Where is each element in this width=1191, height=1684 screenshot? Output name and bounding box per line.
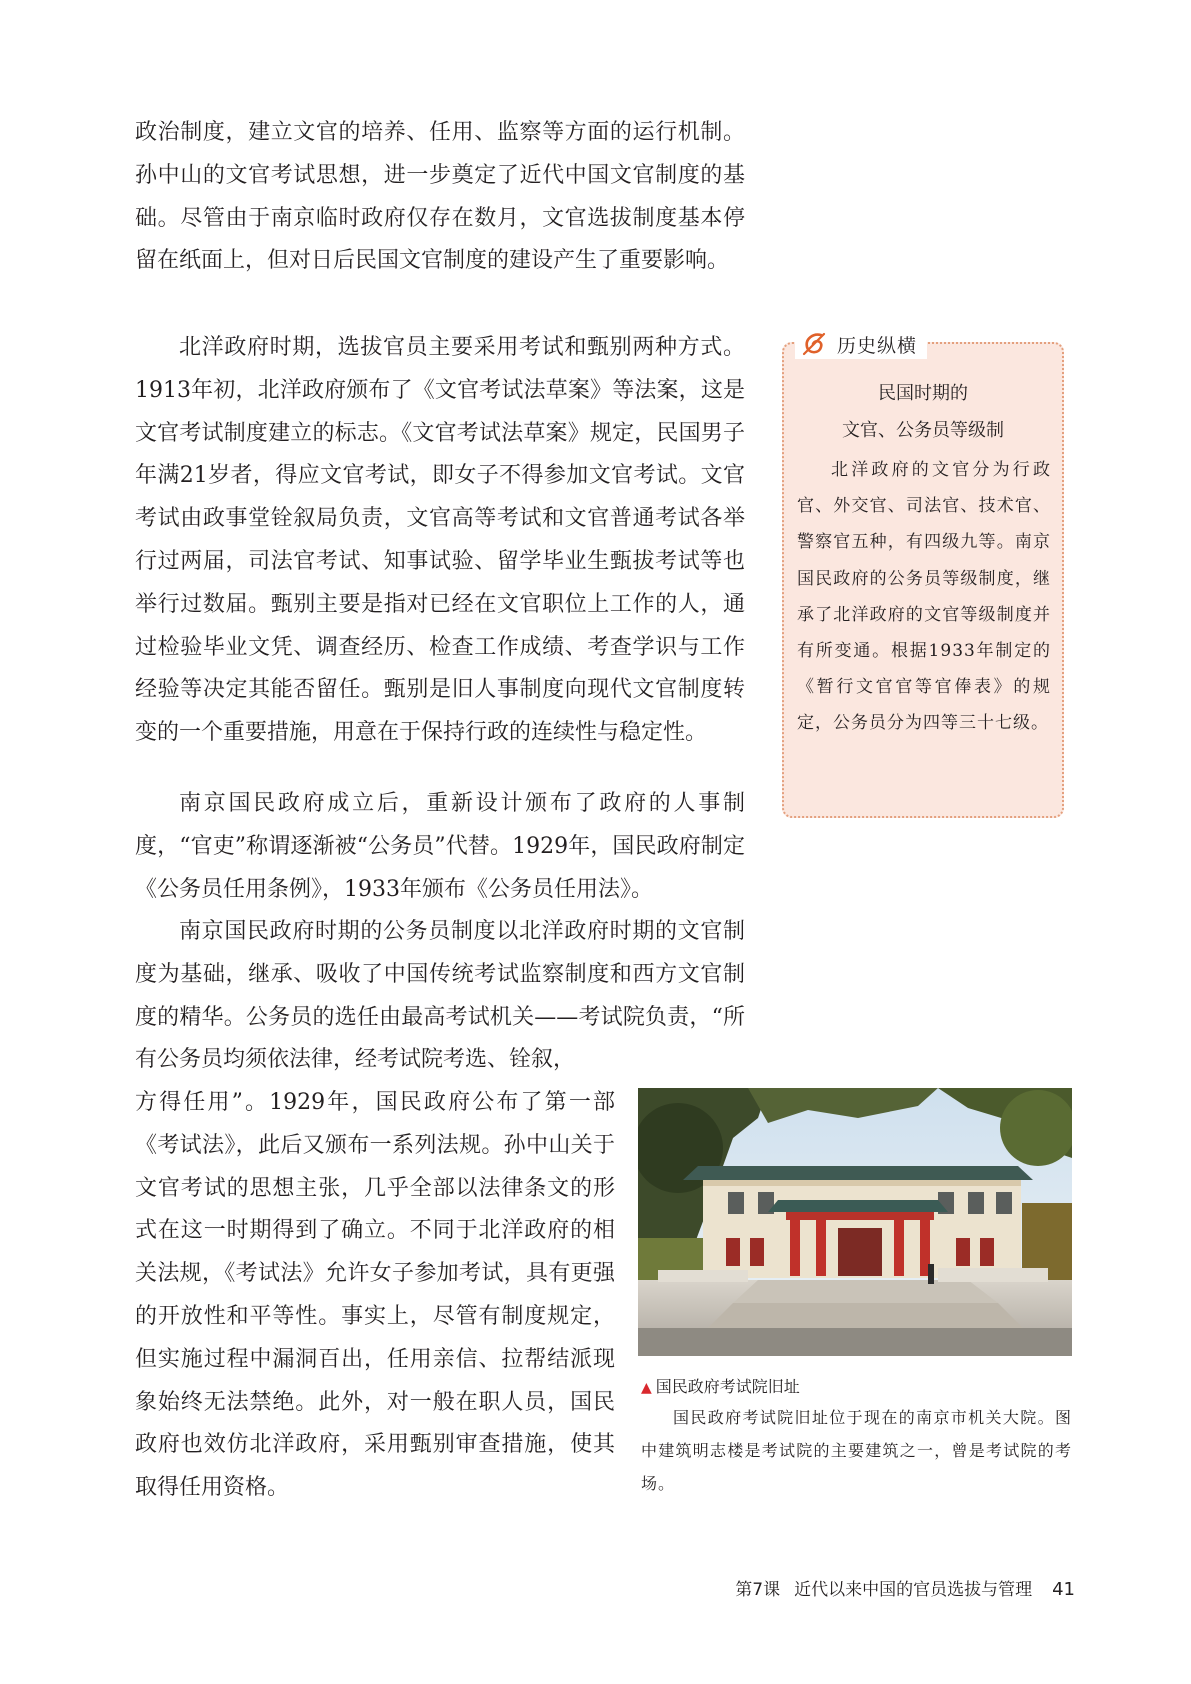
sidebar-subtitle-second-line: 文官、公务员等级制 [842, 420, 1004, 441]
body-paragraph-4: 南京国民政府时期的公务员制度以北洋政府时期的文官制度为基础，继承、吸收了中国传统考试监察制度和西方文官制度的精华。公务员的选任由最高考试机关——考试院负责，“所有公务员均须依法律，经考试院考选、铨叙， [135, 919, 745, 1073]
figure-caption-title [641, 1374, 800, 1397]
page-number: 41 [1052, 1579, 1075, 1600]
body-paragraph-2: 北洋政府时期，选拔官员主要采用考试和甄别两种方式。1913年初，北洋政府颁布了《文官考试法草案》等法案，这是文官考试制度建立的标志。《文官考试法草案》规定，民国男子年满21岁者，得应文官考试，即女子不得参加文官考试。文官考试由政事堂铨叙局负责，文官高等考试和文官普通考试各举行过两届，司法官考试、知事试验、留学毕业生甄拔考试等也举行过数届。甄别主要是指对已经在文官职位上工作的人，通过检验毕业文凭、调查经历、检查工作成绩、考查学识与工作经验等决定其能否留任。甄别是旧人事制度向现代文官制度转变的一个重要措施，用意在于保持行政的连续性与稳定性。 [135, 335, 745, 746]
sidebar-body-text: 北洋政府的文官分为行政官、外交官、司法官、技术官、警察官五种，有四级九等。南京国民政府的公务员等级制度，继承了北洋政府的文官等级制度并有所变通。根据1933年制定的《暂行文官官等官俸表》的规定，公务员分为四等三十七级。 [797, 460, 1051, 734]
body-paragraph-4-continued: 方得任用”。1929年，国民政府公布了第一部《考试法》，此后又颁布一系列法规。孙中山关于文官考试的思想主张，几乎全部以法律条文的形式在这一时期得到了确立。不同于北洋政府的相关法规，《考试法》允许女子参加考试，具有更强的开放性和平等性。事实上，尽管有制度规定，但实施过程中漏洞百出，任用亲信、拉帮结派现象始终无法禁绝。此外，对一般在职人员，国民政府也效仿北洋政府，采用甄别审查措施，使其取得任用资格。 [135, 1090, 615, 1501]
sidebar-header [795, 329, 927, 359]
figure-caption-body: 国民政府考试院旧址位于现在的南京市机关大院。图中建筑明志楼是考试院的主要建筑之一，曾是考试院的考场。 [641, 1408, 1072, 1493]
sidebar-title: 历史纵横 [837, 334, 918, 357]
footer-lesson-number: 第7课 [735, 1580, 781, 1600]
history-swirl-icon [799, 329, 829, 359]
body-paragraph-3: 南京国民政府成立后，重新设计颁布了政府的人事制度，“官吏”称谓逐渐被“公务员”代替。1929年，国民政府制定《公务员任用条例》，1933年颁布《公务员任用法》。 [135, 791, 745, 902]
exam-yuan-building-photo [638, 1088, 1072, 1356]
body-paragraph-1: 政治制度，建立文官的培养、任用、监察等方面的运行机制。孙中山的文官考试思想，进一步奠定了近代中国文官制度的基础。尽管由于南京临时政府仅存在数月，文官选拔制度基本停留在纸面上，但对日后民国文官制度的建设产生了重要影响。 [135, 120, 745, 274]
caption-triangle-icon: ▲ [641, 1380, 652, 1396]
caption-title-text: 国民政府考试院旧址 [655, 1377, 800, 1396]
page-footer [735, 1575, 1075, 1600]
sidebar-subtitle: 民国时期的 [878, 383, 968, 404]
footer-lesson-title: 近代以来中国的官员选拔与管理 [794, 1580, 1033, 1600]
